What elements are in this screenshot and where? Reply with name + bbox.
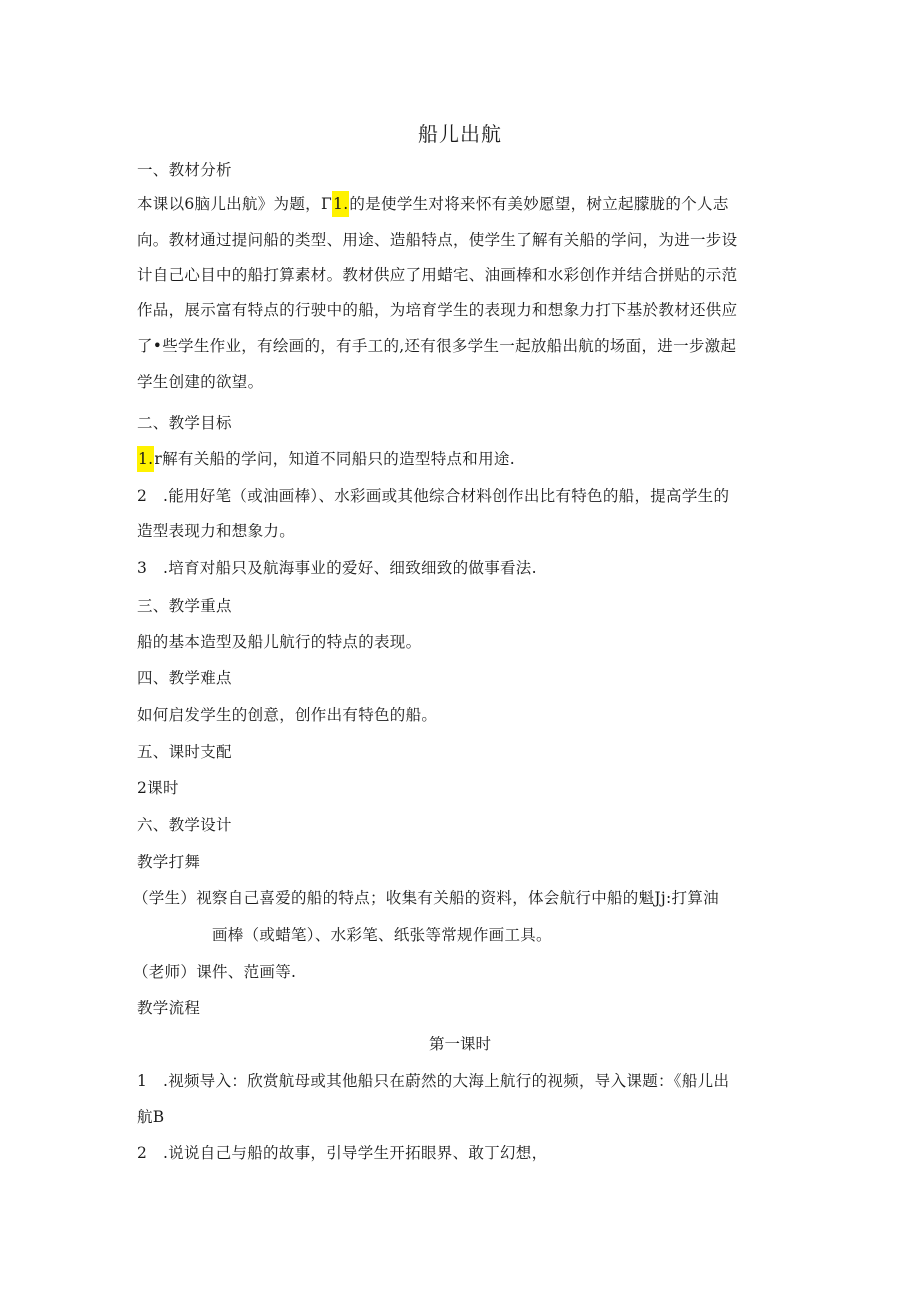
document-title: 船儿出航 <box>418 122 502 146</box>
analysis-line-1 <box>137 194 729 214</box>
lesson-heading: 第一课时 <box>428 1035 491 1053</box>
section-heading-analysis: 一、教材分析 <box>137 161 232 179</box>
analysis-text: Γ <box>320 195 333 213</box>
section-heading-goals: 二、教学目标 <box>137 414 232 432</box>
preparation-label: 教学打舞 <box>137 853 201 871</box>
section-heading-key-point: 三、教学重点 <box>137 597 232 615</box>
section-heading-design: 六、教学设计 <box>137 816 232 834</box>
analysis-line-6: 学生创建的欲望。 <box>137 373 264 391</box>
flow-label: 教学流程 <box>137 999 201 1017</box>
goal-3: 3 .培育对船只及航海事业的爱好、细致细致的做事看法. <box>137 559 537 577</box>
preparation-student-line-1: （学生）视察自己喜爱的船的特点；收集有关船的资料，体会航行中船的魁Jj:打算油 <box>133 889 719 907</box>
hours-text: 2课时 <box>137 779 179 797</box>
step-1-line-1: 1 .视频导入：欣赏航母或其他船只在蔚然的大海上航行的视频，导入课题：《船儿出 <box>137 1072 730 1090</box>
analysis-text: 本课以6脑儿出航》为题， <box>137 195 321 213</box>
difficulty-text: 如何启发学生的创意，创作出有特色的船。 <box>137 706 438 724</box>
goal-1 <box>137 449 515 469</box>
step-2: 2 .说说自己与船的故事，引导学生开拓眼界、敢丁幻想， <box>137 1144 548 1162</box>
key-point-text: 船的基本造型及船儿航行的特点的表现。 <box>137 633 422 651</box>
step-1-line-2: 航B <box>137 1108 165 1126</box>
analysis-line-5: 了•些学生作业，有绘画的，有手工的,还有很多学生一起放船出航的场面，进一步激起 <box>137 337 737 355</box>
section-heading-difficulty: 四、教学难点 <box>137 669 232 687</box>
analysis-line-2: 向。教材通过提问船的类型、用途、造船特点，使学生了解有关船的学问，为进一步设 <box>137 231 738 249</box>
preparation-student-line-2: 画棒（或蜡笔）、水彩笔、纸张等常规作画工具。 <box>212 926 552 944</box>
preparation-teacher: （老师）课件、范画等. <box>133 963 297 981</box>
highlighted-text: 1. <box>137 446 154 472</box>
section-heading-hours: 五、课时支配 <box>137 743 232 761</box>
goal-2-line-2: 造型表现力和想象力。 <box>137 522 296 540</box>
goal-text: r解有关船的学问，知道不同船只的造型特点和用途. <box>154 450 515 468</box>
goal-2-line-1: 2 .能用好笔（或油画棒）、水彩画或其他综合材料创作出比有特色的船，提高学生的 <box>137 487 730 505</box>
analysis-line-4: 作品，展示富有特点的行驶中的船，为培育学生的表现力和想象力打下基於教材还供应 <box>137 301 738 319</box>
analysis-text: 的是使学生对将来怀有美妙愿望，树立起朦胧的个人志 <box>349 195 729 213</box>
analysis-line-3: 计自己心目中的船打算素材。教材供应了用蜡宅、油画棒和水彩创作并结合拼贴的示范 <box>137 266 738 284</box>
highlighted-text: 1. <box>332 191 349 217</box>
